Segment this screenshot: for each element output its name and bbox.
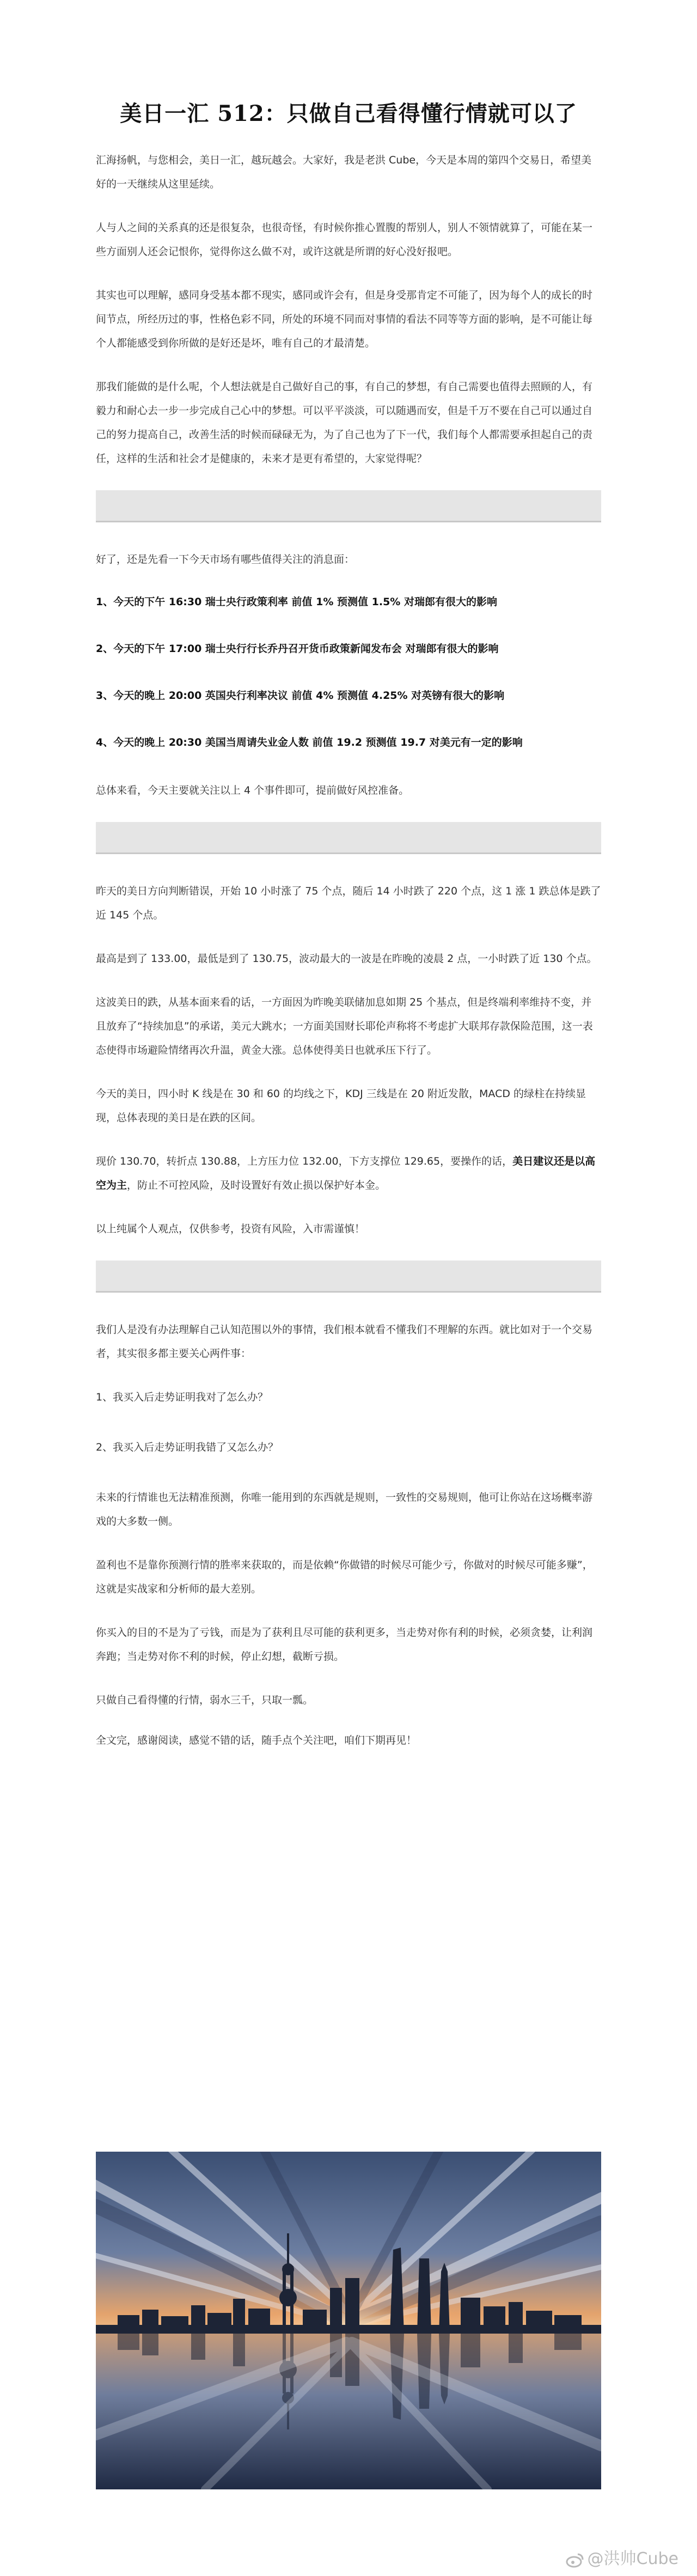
article-title: 美日一汇 512：只做自己看得懂行情就可以了 (120, 100, 577, 126)
weibo-logo-icon (566, 2551, 584, 2568)
events-summary: 总体来看，今天主要就关注以上 4 个事件即可，提前做好风控准备。 (96, 784, 409, 796)
intro-paragraph-4: 那我们能做的是什么呢，个人想法就是自己做好自己的事，有自己的梦想，有自己需要也值得去照顾的人，有毅力和耐心去一步一步完成自己心中的梦想。可以平平淡淡，可以随遇而安，但是千万不要在自己可以通过自己的努力提高自己，改善生活的时候而碌碌无为，为了自己也为了下一代，我们每个人都需要承担起自己的责任，这样的生活和社会才是健康的，未来才是更有希望的，大家觉得呢？ (96, 381, 593, 465)
intro-section (96, 148, 601, 1769)
closing-paragraph-2: 未来的行情谁也无法精准预测，你唯一能用到的东西就是规则，一致性的交易规则，他可让你站在这场概率游戏的大多数一侧。 (96, 1491, 593, 1527)
intro-paragraph-2: 人与人之间的关系真的还是很复杂，也很奇怪，有时候你推心置腹的帮别人，别人不领情就算了，可能在某一些方面别人还会记恨你，觉得你这么做不对，或许这就是所谓的好心没好报吧。 (96, 222, 593, 258)
analysis-paragraph-4: 今天的美日，四小时 K 线是在 30 和 60 的均线之下，KDJ 三线是在 20 附近发散，MACD 的绿柱在持续显现，总体表现的美日是在跌的区间。 (96, 1088, 586, 1124)
watermark-text: @洪帅Cube (587, 2549, 678, 2568)
skyline-photo (96, 2152, 601, 2489)
disclaimer: 以上纯属个人观点，仅供参考，投资有风险，入市需谨慎！ (96, 1223, 365, 1235)
intro-paragraph-3: 其实也可以理解，感同身受基本都不现实，感同或许会有，但是身受那肯定不可能了，因为每个人的成长的时间节点，所经历过的事，性格色彩不同，所处的环境不同而对事情的看法不同等等方面的影响，是不可能让每个人都能感受到你所做的是好还是坏，唯有自己的才最清楚。 (96, 289, 593, 349)
closing-paragraph-6: 全文完，感谢阅读，感觉不错的话，随手点个关注吧，咱们下期再见！ (96, 1734, 417, 1746)
section-divider (96, 822, 601, 854)
event-item: 3、今天的晚上 20:00 英国央行利率决议 前值 4% 预测值 4.25% 对英镑有很大的影响 (96, 690, 505, 702)
event-item: 4、今天的晚上 20:30 美国当周请失业金人数 前值 19.2 预测值 19.7 对美元有一定的影响 (96, 736, 523, 748)
analysis-paragraph-5 (96, 1149, 601, 1197)
analysis-text: ，防止不可控风险，及时设置好有效止损以保护好本金。 (127, 1179, 386, 1191)
closing-paragraph-3: 盈利也不是靠你预测行情的胜率来获取的，而是依赖“你做错的时候尽可能少亏，你做对的时候尽可能多赚”，这就是实战家和分析师的最大差别。 (96, 1559, 593, 1595)
analysis-text: 现价 130.70，转折点 130.88，上方压力位 132.00，下方支撑位 129.65，要操作的话， (96, 1155, 513, 1167)
section-divider (96, 1260, 601, 1293)
intro-paragraph-1: 汇海扬帆，与您相会，美日一汇，越玩越会。大家好，我是老洪 Cube，今天是本周的第四个交易日，希望美好的一天继续从这里延续。 (96, 154, 592, 190)
question-item: 2、我买入后走势证明我错了又怎么办？ (96, 1441, 279, 1453)
analysis-paragraph-1: 昨天的美日方向判断错误，开始 10 小时涨了 75 个点，随后 14 小时跌了 220 个点，这 1 涨 1 跌总体是跌了近 145 个点。 (96, 885, 601, 921)
closing-paragraph-5: 只做自己看得懂的行情，弱水三千，只取一瓢。 (96, 1694, 314, 1706)
event-item: 1、今天的下午 16:30 瑞士央行政策利率 前值 1% 预测值 1.5% 对瑞郎有很大的影响 (96, 596, 497, 608)
event-item: 2、今天的下午 17:00 瑞士央行行长乔丹召开货币政策新闻发布会 对瑞郎有很大的影响 (96, 643, 499, 655)
analysis-paragraph-3: 这波美日的跌，从基本面来看的话，一方面因为昨晚美联储加息如期 25 个基点，但是终端利率维持不变，并且放弃了“持续加息”的承诺，美元大跳水；一方面美国财长耶伦声称将不考虑扩大联邦存款保险范围，这一表态使得市场避险情绪再次升温，黄金大涨。总体使得美日也就承压下行了。 (96, 996, 593, 1056)
skyline-illustration (96, 2152, 601, 2489)
section-divider (96, 490, 601, 522)
question-item: 1、我买入后走势证明我对了怎么办？ (96, 1391, 268, 1403)
author-watermark (566, 2545, 678, 2569)
closing-paragraph-4: 你买入的目的不是为了亏钱，而是为了获利且尽可能的获利更多，当走势对你有利的时候，必须贪婪，让利润奔跑；当走势对你不利的时候，停止幻想，截断亏损。 (96, 1627, 593, 1662)
analysis-paragraph-2: 最高是到了 133.00，最低是到了 130.75，波动最大的一波是在昨晚的凌晨 2 点，一小时跌了近 130 个点。 (96, 953, 597, 965)
analysis-recommendation: 美日建议还是以高空为主 (96, 1155, 596, 1191)
events-heading: 好了，还是先看一下今天市场有哪些值得关注的消息面： (96, 553, 355, 565)
closing-paragraph-1: 我们人是没有办法理解自己认知范围以外的事情，我们根本就看不懂我们不理解的东西。就比如对于一个交易者，其实很多都主要关心两件事： (96, 1324, 593, 1360)
